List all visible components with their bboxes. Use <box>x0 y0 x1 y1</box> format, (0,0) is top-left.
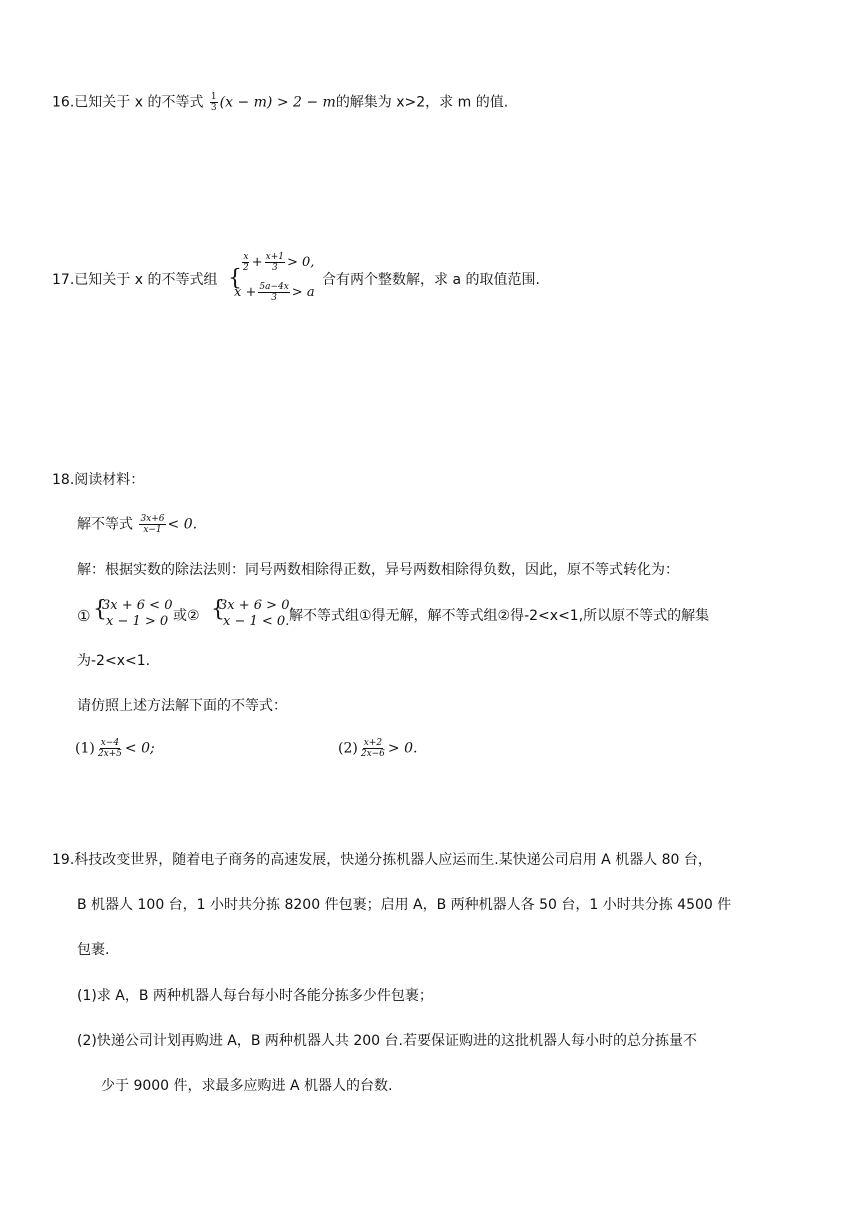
q19-line-2: B 机器人 100 台，1 小时共分拣 8200 件包裹；启用 A，B 两种机器人各 50 台，1 小时共分拣 4500 件 <box>77 897 732 913</box>
q19-line-1: 19.科技改变世界，随着电子商务的高速发展，快递分拣机器人应运而生.某快递公司启用 A 机器人 80 台， <box>52 852 712 868</box>
q18-number: 18. <box>52 472 75 488</box>
q18-case2-system: 3x + 6 > 0, x − 1 < 0. <box>219 598 294 629</box>
q17-line1: $\frac{x}{2}$ + $\frac{x+1}{3}$ > 0, <box>243 252 315 273</box>
question-17 <box>52 270 217 290</box>
q17-l1-frac1: $\frac{x}{2}$ <box>243 252 249 273</box>
q18-case1-brace: { <box>93 597 107 622</box>
q16-number: 16. <box>52 94 75 111</box>
q16-fraction: $\frac{1}{3}$ <box>210 92 217 113</box>
q18-continuation: 解不等式组①得无解，解不等式组②得-2<x<1,所以原不等式的解集 <box>289 608 710 624</box>
q16-prefix: 已知关于 x 的不等式 <box>74 94 208 111</box>
q16-suffix: 的解集为 x>2，求 m 的值. <box>335 94 509 111</box>
q18-solve-line: 解不等式 $\frac{3x+6}{x-1}$ < 0. <box>77 514 198 535</box>
q19-subquestion-2b: 少于 9000 件，求最多应购进 A 机器人的台数. <box>101 1078 393 1094</box>
q18-continuation-2: 为-2<x<1. <box>77 653 151 669</box>
q18-instruction: 请仿照上述方法解下面的不等式： <box>77 698 287 714</box>
q18-case1-system: 3x + 6 < 0 x − 1 > 0 <box>102 598 173 629</box>
q18-p2-fraction: $\frac{x+2}{2x-6}$ <box>360 738 385 759</box>
q18-problem-1: (1) $\frac{x-4}{2x+5}$ < 0; <box>75 738 155 759</box>
q18-title: 阅读材料： <box>74 472 145 488</box>
q17-line2: x + $\frac{5a-4x}{3}$ > a <box>234 282 315 303</box>
q17-brace: { <box>228 266 242 291</box>
q18-or-text: 或② <box>173 608 200 624</box>
q17-number: 17. <box>52 272 75 288</box>
question-16 <box>52 92 508 113</box>
q19-line-3: 包裹. <box>77 942 110 958</box>
q18-case2-brace: { <box>211 597 225 622</box>
q18-cases-line <box>77 598 777 634</box>
q18-explanation: 解：根据实数的除法法则：同号两数相除得正数，异号两数相除得负数，因此，原不等式转化为： <box>77 562 679 578</box>
q19-subquestion-1: (1)求 A，B 两种机器人每台每小时各能分拣多少件包裹； <box>77 988 433 1004</box>
q18-problem-2: (2) $\frac{x+2}{2x-6}$ > 0. <box>338 738 418 759</box>
q18-solve-fraction: $\frac{3x+6}{x-1}$ <box>140 514 165 535</box>
q18-case1-mark: ① <box>77 607 91 625</box>
q17-l1-frac2: $\frac{x+1}{3}$ <box>265 252 284 273</box>
q17-suffix: 合有两个整数解，求 a 的取值范围. <box>322 272 540 288</box>
q18-title-line <box>52 470 144 490</box>
q17-l2-frac: $\frac{5a-4x}{3}$ <box>259 282 289 303</box>
q17-prefix: 已知关于 x 的不等式组 <box>74 272 218 288</box>
q18-p1-fraction: $\frac{x-4}{2x+5}$ <box>97 738 122 759</box>
q19-subquestion-2a: (2)快递公司计划再购进 A，B 两种机器人共 200 台.若要保证购进的这批机器人每小时的总分拣量不 <box>77 1033 697 1049</box>
q16-expression: (x − m) > 2 − m <box>219 94 336 111</box>
